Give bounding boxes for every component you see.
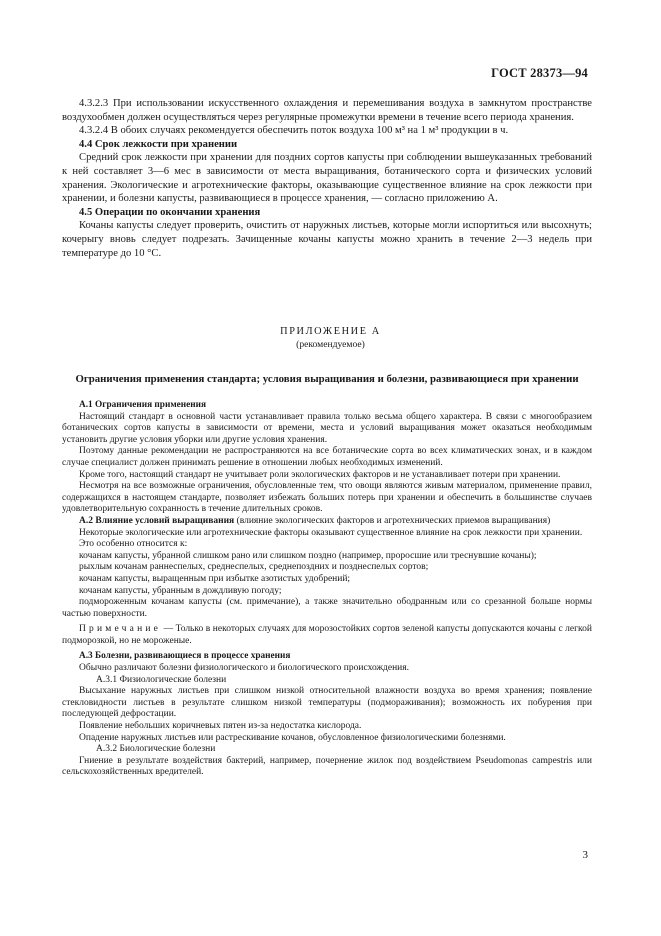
paragraph-a3-1-a: Высыхание наружных листьев при слишком низкой относительной влажности воздуха во время хранения; появление стекловидности листьев в результате слишком низкой температуры (подмораживания); возможность их побурения при последующей дефростации. [62, 686, 592, 720]
list-item-a2-e: кочанам капусты, выращенным при избытке азотистых удобрений; [79, 573, 351, 584]
annex-text [62, 400, 592, 779]
subsection-a3-1-heading: А.3.1 Физиологические болезни [96, 674, 227, 685]
annex-heading: Ограничения применения стандарта; условия выращивания и болезни, развивающиеся при хранении [75, 373, 579, 385]
paragraph-a3-1-b: Появление небольших коричневых пятен из-за недостатка кислорода. [79, 721, 362, 732]
subsection-a3-2-heading: А.3.2 Биологические болезни [96, 744, 216, 755]
page-number: 3 [582, 849, 588, 861]
paragraph-a1-c: Кроме того, настоящий стандарт не учитывает роли экологических факторов и не устанавливает потери при хранении. [79, 469, 561, 480]
paragraph-a1-a: Настоящий стандарт в основной части устанавливает правила только весьма общего характера. В связи с многообразием ботанических сортов капусты в зависимости от времени, места и условий выращивания может оказаться необходимым установить другие условия уборки или другие условия хранения. [62, 411, 592, 445]
list-item-a2-f: кочанам капусты, убранным в дождливую погоду; [79, 585, 282, 596]
list-item-a2-g: подмороженным кочанам капусты (см. примечание), а также значительно ободранным или со срезанной больше нормы частью поверхности. [62, 597, 592, 619]
section-a2-heading: А.2 Влияние условий выращивания [79, 515, 235, 526]
main-text [62, 97, 592, 260]
paragraph-a1-b: Поэтому данные рекомендации не распространяются на все ботанические сорта во всех климатических зонах, и в каждом случае специалист должен принимать решение в отношении любых необходимых изменений. [62, 446, 592, 468]
section-a2-heading-line [62, 516, 592, 528]
paragraph-a3-1-c: Опадение наружных листьев или растрескивание кочанов, обусловленное физиологическими болезнями. [79, 732, 506, 743]
paragraph-a2-b: Это особенно относится к: [79, 539, 188, 550]
note-label: Примечание [79, 624, 162, 635]
paragraph-4-4: Средний срок лежкости при хранении для поздних сортов капусты при соблюдении вышеуказанных требований к ней составляет 3—6 мес в зависимости от места выращивания, ботанического сорта и физических условий хранения. Экологические и агротехнические факторы, оказывающие существенное влияние на срок лежкости при хранении, и болезни капусты, развивающиеся в процессе хранения, — согласно приложению А. [62, 152, 592, 205]
paragraph-a2-a: Некоторые экологические или агротехнические факторы оказывают существенное влияние на срок лежкости при хранении. [79, 527, 583, 538]
section-4-4-heading: 4.4 Срок лежкости при хранении [79, 138, 238, 150]
annex-subtitle: (рекомендуемое) [296, 339, 365, 350]
annex-title: ПРИЛОЖЕНИЕ А [280, 326, 381, 337]
section-a2-heading-tail: (влияние экологических факторов и агротехнических приемов выращивания) [234, 515, 551, 526]
note-paragraph [62, 624, 592, 647]
list-item-a2-d: рыхлым кочанам раннеспелых, среднеспелых, среднепоздних и позднеспелых сортов; [79, 562, 429, 573]
paragraph-a1-d: Несмотря на все возможные ограничения, обусловленные тем, что овощи являются живым материалом, применение правил, содержащихся в настоящем стандарте, позволяет избежать больших потерь при хранении и обеспечить в большинстве случаев удовлетворительную сохранность в течение длительных сроков. [62, 481, 592, 515]
paragraph-4-3-2-4: 4.3.2.4 В обоих случаях рекомендуется обеспечить поток воздуха 100 м³ на 1 м³ продукции в ч. [79, 125, 509, 137]
paragraph-4-5: Кочаны капусты следует проверить, очистить от наружных листьев, которые могли испортиться или высохнуть; кочерыгу вновь следует подрезать. Зачищенные кочаны капусты можно хранить в течение 2—3 недель при температуре до 10 °С. [62, 220, 592, 259]
list-item-a2-c: кочанам капусты, убранной слишком рано или слишком поздно (например, проросшие или треснувшие кочаны); [79, 550, 537, 561]
standard-header: ГОСТ 28373—94 [491, 66, 588, 80]
section-a1-heading: А.1 Ограничения применения [79, 400, 207, 410]
paragraph-4-3-2-3: 4.3.2.3 При использовании искусственного охлаждения и перемешивания воздуха в замкнутом пространстве воздухообмен должен осуществляться через регулярные промежутки времени в течение всего периода хранения. [62, 98, 592, 123]
paragraph-a3: Обычно различают болезни физиологического и биологического происхождения. [79, 663, 409, 674]
section-a3-heading: А.3 Болезни, развивающиеся в процессе хранения [79, 651, 291, 662]
note-text: — Только в некоторых случаях для морозостойких сортов зеленой капусты допускаются кочаны с легкой подморозкой, но не мороженые. [62, 624, 592, 646]
section-4-5-heading: 4.5 Операции по окончании хранения [79, 206, 261, 218]
paragraph-a3-2: Гниение в результате воздействия бактерий, например, почернение жилок под воздействием Pseudomonas campestris или сельскохозяйственных вредителей. [62, 755, 592, 778]
